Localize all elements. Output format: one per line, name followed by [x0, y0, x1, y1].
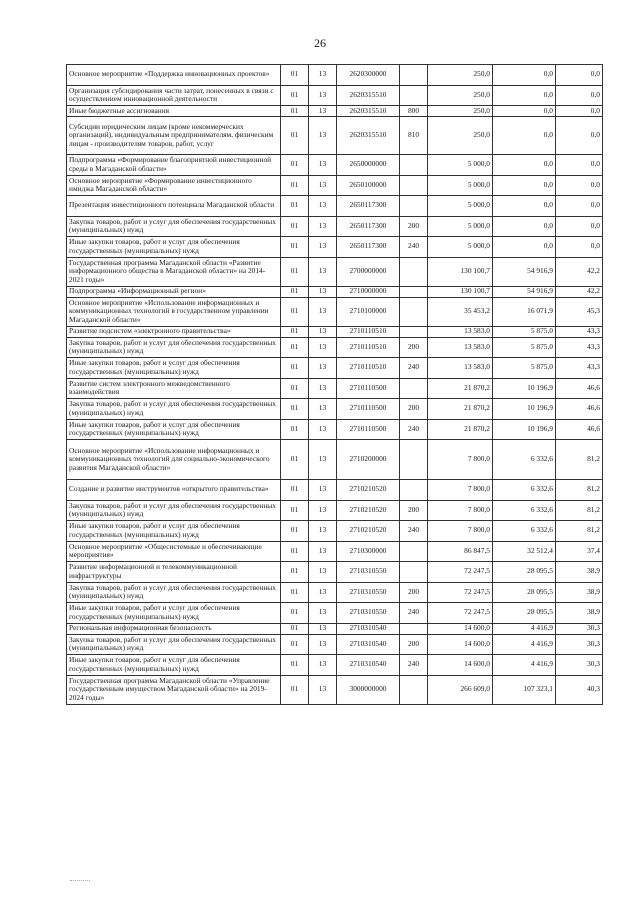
target-item-cell: 3000000000: [337, 675, 400, 704]
expense-type-cell: 240: [400, 419, 428, 440]
expense-type-cell: 240: [400, 237, 428, 258]
target-item-cell: 2650000000: [337, 155, 400, 176]
section-cell: 01: [281, 358, 309, 379]
subsection-cell: 13: [309, 603, 337, 624]
table-row: [67, 582, 603, 603]
target-item-cell: 2650100000: [337, 175, 400, 196]
section-cell: 01: [281, 500, 309, 521]
actual-amount-cell: 5 875,0: [493, 358, 556, 379]
percent-cell: 38,9: [556, 603, 603, 624]
row-name-cell: Иные бюджетные ассигнования: [67, 106, 281, 117]
plan-amount-cell: 250,0: [428, 65, 493, 86]
percent-cell: 40,3: [556, 675, 603, 704]
percent-cell: 0,0: [556, 65, 603, 86]
expense-type-cell: [400, 286, 428, 297]
subsection-cell: 13: [309, 521, 337, 542]
section-cell: 01: [281, 337, 309, 358]
row-name-cell: Развитие систем электронного межведомственного взаимодействия: [67, 378, 281, 399]
row-name-cell: Закупка товаров, работ и услуг для обеспечения государственных (муниципальных) нужд: [67, 582, 281, 603]
plan-amount-cell: 13 583,0: [428, 326, 493, 337]
table-row: [67, 337, 603, 358]
actual-amount-cell: 4 416,9: [493, 655, 556, 676]
subsection-cell: 13: [309, 378, 337, 399]
plan-amount-cell: 86 847,5: [428, 541, 493, 562]
actual-amount-cell: 5 875,0: [493, 337, 556, 358]
row-name-cell: Закупка товаров, работ и услуг для обеспечения государственных (муниципальных) нужд: [67, 337, 281, 358]
percent-cell: 42,2: [556, 286, 603, 297]
percent-cell: 30,3: [556, 634, 603, 655]
actual-amount-cell: 6 332,6: [493, 480, 556, 501]
subsection-cell: 13: [309, 155, 337, 176]
plan-amount-cell: 5 000,0: [428, 216, 493, 237]
target-item-cell: 2620300000: [337, 65, 400, 86]
plan-amount-cell: 5 000,0: [428, 237, 493, 258]
expense-type-cell: 240: [400, 358, 428, 379]
subsection-cell: 13: [309, 440, 337, 480]
percent-cell: 38,9: [556, 562, 603, 583]
plan-amount-cell: 250,0: [428, 85, 493, 106]
subsection-cell: 13: [309, 237, 337, 258]
actual-amount-cell: 54 916,9: [493, 286, 556, 297]
percent-cell: 0,0: [556, 175, 603, 196]
table-row: [67, 216, 603, 237]
plan-amount-cell: 130 100,7: [428, 257, 493, 286]
table-row: [67, 480, 603, 501]
section-cell: 01: [281, 117, 309, 155]
target-item-cell: 2710210520: [337, 500, 400, 521]
subsection-cell: 13: [309, 675, 337, 704]
table-row: [67, 237, 603, 258]
row-name-cell: Создание и развитие инструментов «открытого правительства»: [67, 480, 281, 501]
subsection-cell: 13: [309, 655, 337, 676]
plan-amount-cell: 21 870,2: [428, 378, 493, 399]
expense-type-cell: [400, 675, 428, 704]
row-name-cell: Презентация инвестиционного потенциала Магаданской области: [67, 196, 281, 217]
section-cell: 01: [281, 196, 309, 217]
target-item-cell: 2710110510: [337, 326, 400, 337]
section-cell: 01: [281, 326, 309, 337]
percent-cell: 81,2: [556, 480, 603, 501]
section-cell: 01: [281, 65, 309, 86]
actual-amount-cell: 0,0: [493, 85, 556, 106]
subsection-cell: 13: [309, 216, 337, 237]
target-item-cell: 2710310550: [337, 603, 400, 624]
target-item-cell: 2620315510: [337, 106, 400, 117]
subsection-cell: 13: [309, 117, 337, 155]
plan-amount-cell: 21 870,2: [428, 399, 493, 420]
target-item-cell: 2710310540: [337, 634, 400, 655]
percent-cell: 45,3: [556, 297, 603, 326]
plan-amount-cell: 7 800,0: [428, 521, 493, 542]
expense-type-cell: [400, 65, 428, 86]
plan-amount-cell: 130 100,7: [428, 286, 493, 297]
expense-type-cell: 810: [400, 117, 428, 155]
target-item-cell: 2710300000: [337, 541, 400, 562]
subsection-cell: 13: [309, 582, 337, 603]
table-row: [67, 326, 603, 337]
section-cell: 01: [281, 286, 309, 297]
percent-cell: 30,3: [556, 655, 603, 676]
table-row: [67, 358, 603, 379]
percent-cell: 30,3: [556, 623, 603, 634]
percent-cell: 46,6: [556, 419, 603, 440]
expense-type-cell: [400, 85, 428, 106]
row-name-cell: Закупка товаров, работ и услуг для обеспечения государственных (муниципальных) нужд: [67, 399, 281, 420]
section-cell: 01: [281, 541, 309, 562]
section-cell: 01: [281, 675, 309, 704]
target-item-cell: 2650117300: [337, 196, 400, 217]
plan-amount-cell: 7 800,0: [428, 480, 493, 501]
percent-cell: 43,3: [556, 358, 603, 379]
table-row: [67, 196, 603, 217]
section-cell: 01: [281, 378, 309, 399]
plan-amount-cell: 250,0: [428, 117, 493, 155]
expense-type-cell: 240: [400, 655, 428, 676]
subsection-cell: 13: [309, 399, 337, 420]
target-item-cell: 2650117300: [337, 216, 400, 237]
section-cell: 01: [281, 175, 309, 196]
percent-cell: 0,0: [556, 196, 603, 217]
actual-amount-cell: 10 196,9: [493, 419, 556, 440]
expense-type-cell: 200: [400, 582, 428, 603]
actual-amount-cell: 0,0: [493, 196, 556, 217]
actual-amount-cell: 4 416,9: [493, 634, 556, 655]
actual-amount-cell: 0,0: [493, 106, 556, 117]
row-name-cell: Государственная программа Магаданской области «Управление государственным имуществом Магаданской области» на 2019-2024 годы»: [67, 675, 281, 704]
section-cell: 01: [281, 216, 309, 237]
percent-cell: 43,3: [556, 337, 603, 358]
expense-type-cell: [400, 562, 428, 583]
expense-type-cell: 200: [400, 399, 428, 420]
expense-type-cell: [400, 326, 428, 337]
row-name-cell: Иные закупки товаров, работ и услуг для обеспечения государственных (муниципальных) нужд: [67, 237, 281, 258]
target-item-cell: 2710110500: [337, 399, 400, 420]
plan-amount-cell: 250,0: [428, 106, 493, 117]
expense-type-cell: 200: [400, 634, 428, 655]
actual-amount-cell: 6 332,6: [493, 521, 556, 542]
expense-type-cell: 800: [400, 106, 428, 117]
table-row: [67, 521, 603, 542]
subsection-cell: 13: [309, 541, 337, 562]
subsection-cell: 13: [309, 337, 337, 358]
subsection-cell: 13: [309, 297, 337, 326]
plan-amount-cell: 7 800,0: [428, 500, 493, 521]
table-row: [67, 541, 603, 562]
row-name-cell: Основное мероприятие «Использование информационных и коммуникационных технологий для социально-экономического развития Магаданской области»: [67, 440, 281, 480]
subsection-cell: 13: [309, 65, 337, 86]
subsection-cell: 13: [309, 85, 337, 106]
row-name-cell: Основное мероприятие «Поддержка инновационных проектов»: [67, 65, 281, 86]
target-item-cell: 2710110510: [337, 337, 400, 358]
target-item-cell: 2620315510: [337, 117, 400, 155]
plan-amount-cell: 72 247,5: [428, 562, 493, 583]
actual-amount-cell: 28 095,5: [493, 603, 556, 624]
plan-amount-cell: 72 247,5: [428, 582, 493, 603]
margin-mark: [70, 880, 90, 882]
section-cell: 01: [281, 85, 309, 106]
actual-amount-cell: 16 071,9: [493, 297, 556, 326]
percent-cell: 43,3: [556, 326, 603, 337]
page-number: 26: [314, 36, 326, 50]
actual-amount-cell: 10 196,9: [493, 399, 556, 420]
table-row: [67, 85, 603, 106]
table-row: [67, 399, 603, 420]
budget-table: [66, 64, 603, 705]
section-cell: 01: [281, 237, 309, 258]
section-cell: 01: [281, 655, 309, 676]
actual-amount-cell: 107 323,1: [493, 675, 556, 704]
actual-amount-cell: 0,0: [493, 65, 556, 86]
actual-amount-cell: 28 095,5: [493, 562, 556, 583]
actual-amount-cell: 54 916,9: [493, 257, 556, 286]
expense-type-cell: 200: [400, 216, 428, 237]
actual-amount-cell: 5 875,0: [493, 326, 556, 337]
plan-amount-cell: 14 600,0: [428, 655, 493, 676]
percent-cell: 81,2: [556, 521, 603, 542]
section-cell: 01: [281, 257, 309, 286]
plan-amount-cell: 14 600,0: [428, 634, 493, 655]
row-name-cell: Закупка товаров, работ и услуг для обеспечения государственных (муниципальных) нужд: [67, 500, 281, 521]
expense-type-cell: 240: [400, 521, 428, 542]
row-name-cell: Развитие подсистем «электронного правительства»: [67, 326, 281, 337]
expense-type-cell: 240: [400, 603, 428, 624]
row-name-cell: Основное мероприятие «Использование информационных и коммуникационных технологий в государственном управлении Магаданской области»: [67, 297, 281, 326]
expense-type-cell: [400, 440, 428, 480]
target-item-cell: 2710200000: [337, 440, 400, 480]
plan-amount-cell: 13 583,0: [428, 337, 493, 358]
plan-amount-cell: 7 800,0: [428, 440, 493, 480]
subsection-cell: 13: [309, 358, 337, 379]
section-cell: 01: [281, 603, 309, 624]
row-name-cell: Региональная информационная безопасность: [67, 623, 281, 634]
percent-cell: 46,6: [556, 399, 603, 420]
target-item-cell: 2710100000: [337, 297, 400, 326]
plan-amount-cell: 72 247,5: [428, 603, 493, 624]
target-item-cell: 2710310550: [337, 582, 400, 603]
percent-cell: 81,2: [556, 500, 603, 521]
percent-cell: 42,2: [556, 257, 603, 286]
plan-amount-cell: 5 000,0: [428, 155, 493, 176]
percent-cell: 0,0: [556, 106, 603, 117]
expense-type-cell: [400, 257, 428, 286]
actual-amount-cell: 28 095,5: [493, 582, 556, 603]
actual-amount-cell: 6 332,6: [493, 500, 556, 521]
expense-type-cell: [400, 623, 428, 634]
subsection-cell: 13: [309, 196, 337, 217]
actual-amount-cell: 4 416,9: [493, 623, 556, 634]
table-row: [67, 562, 603, 583]
row-name-cell: Иные закупки товаров, работ и услуг для обеспечения государственных (муниципальных) нужд: [67, 419, 281, 440]
subsection-cell: 13: [309, 500, 337, 521]
percent-cell: 81,2: [556, 440, 603, 480]
actual-amount-cell: 0,0: [493, 216, 556, 237]
expense-type-cell: [400, 155, 428, 176]
percent-cell: 0,0: [556, 85, 603, 106]
expense-type-cell: 200: [400, 500, 428, 521]
percent-cell: 0,0: [556, 237, 603, 258]
section-cell: 01: [281, 106, 309, 117]
section-cell: 01: [281, 480, 309, 501]
row-name-cell: Подпрограмма «Информационный регион»: [67, 286, 281, 297]
section-cell: 01: [281, 440, 309, 480]
plan-amount-cell: 5 000,0: [428, 175, 493, 196]
section-cell: 01: [281, 399, 309, 420]
subsection-cell: 13: [309, 623, 337, 634]
subsection-cell: 13: [309, 480, 337, 501]
plan-amount-cell: 5 000,0: [428, 196, 493, 217]
section-cell: 01: [281, 521, 309, 542]
row-name-cell: Государственная программа Магаданской области «Развитие информационного общества в Магаданской области» на 2014-2021 годы»: [67, 257, 281, 286]
plan-amount-cell: 21 870,2: [428, 419, 493, 440]
percent-cell: 38,9: [556, 582, 603, 603]
table-row: [67, 117, 603, 155]
row-name-cell: Иные закупки товаров, работ и услуг для обеспечения государственных (муниципальных) нужд: [67, 655, 281, 676]
table-row: [67, 378, 603, 399]
target-item-cell: 2620315510: [337, 85, 400, 106]
row-name-cell: Иные закупки товаров, работ и услуг для обеспечения государственных (муниципальных) нужд: [67, 521, 281, 542]
table-row: [67, 440, 603, 480]
actual-amount-cell: 32 512,4: [493, 541, 556, 562]
subsection-cell: 13: [309, 634, 337, 655]
actual-amount-cell: 6 332,6: [493, 440, 556, 480]
percent-cell: 0,0: [556, 117, 603, 155]
target-item-cell: 2710110500: [337, 419, 400, 440]
table-row: [67, 603, 603, 624]
target-item-cell: 2710210520: [337, 521, 400, 542]
target-item-cell: 2710310540: [337, 623, 400, 634]
row-name-cell: Субсидии юридическим лицам (кроме некоммерческих организаций), индивидуальным предпринимателям, физическим лицам - производителям товаров, работ, услуг: [67, 117, 281, 155]
table-row: [67, 65, 603, 86]
row-name-cell: Иные закупки товаров, работ и услуг для обеспечения государственных (муниципальных) нужд: [67, 358, 281, 379]
target-item-cell: 2700000000: [337, 257, 400, 286]
row-name-cell: Закупка товаров, работ и услуг для обеспечения государственных (муниципальных) нужд: [67, 216, 281, 237]
subsection-cell: 13: [309, 562, 337, 583]
section-cell: 01: [281, 634, 309, 655]
table-row: [67, 675, 603, 704]
subsection-cell: 13: [309, 106, 337, 117]
expense-type-cell: 200: [400, 337, 428, 358]
percent-cell: 0,0: [556, 155, 603, 176]
row-name-cell: Организация субсидирования части затрат, понесенных в связи с осуществлением инновационной деятельности: [67, 85, 281, 106]
plan-amount-cell: 13 583,0: [428, 358, 493, 379]
table-row: [67, 634, 603, 655]
target-item-cell: 2710210520: [337, 480, 400, 501]
subsection-cell: 13: [309, 286, 337, 297]
target-item-cell: 2650117300: [337, 237, 400, 258]
row-name-cell: Развитие информационной и телекоммуникационной инфраструктуры: [67, 562, 281, 583]
section-cell: 01: [281, 582, 309, 603]
actual-amount-cell: 0,0: [493, 175, 556, 196]
actual-amount-cell: 0,0: [493, 237, 556, 258]
actual-amount-cell: 0,0: [493, 117, 556, 155]
table-row: [67, 655, 603, 676]
percent-cell: 46,6: [556, 378, 603, 399]
target-item-cell: 2710110500: [337, 378, 400, 399]
row-name-cell: Подпрограмма «Формирование благоприятной инвестиционной среды в Магаданской области»: [67, 155, 281, 176]
expense-type-cell: [400, 378, 428, 399]
percent-cell: 37,4: [556, 541, 603, 562]
expense-type-cell: [400, 196, 428, 217]
plan-amount-cell: 14 600,0: [428, 623, 493, 634]
expense-type-cell: [400, 541, 428, 562]
row-name-cell: Основное мероприятие «Общесистемные и обеспечивающие мероприятия»: [67, 541, 281, 562]
table-row: [67, 155, 603, 176]
target-item-cell: 2710110510: [337, 358, 400, 379]
plan-amount-cell: 35 453,2: [428, 297, 493, 326]
expense-type-cell: [400, 480, 428, 501]
plan-amount-cell: 266 609,0: [428, 675, 493, 704]
section-cell: 01: [281, 419, 309, 440]
table-row: [67, 257, 603, 286]
percent-cell: 0,0: [556, 216, 603, 237]
section-cell: 01: [281, 155, 309, 176]
target-item-cell: 2710310540: [337, 655, 400, 676]
row-name-cell: Основное мероприятие «Формирование инвестиционного имиджа Магаданской области»: [67, 175, 281, 196]
subsection-cell: 13: [309, 175, 337, 196]
row-name-cell: Закупка товаров, работ и услуг для обеспечения государственных (муниципальных) нужд: [67, 634, 281, 655]
target-item-cell: 2710310550: [337, 562, 400, 583]
table-row: [67, 297, 603, 326]
row-name-cell: Иные закупки товаров, работ и услуг для обеспечения государственных (муниципальных) нужд: [67, 603, 281, 624]
table-row: [67, 286, 603, 297]
section-cell: 01: [281, 623, 309, 634]
actual-amount-cell: 0,0: [493, 155, 556, 176]
actual-amount-cell: 10 196,9: [493, 378, 556, 399]
table-row: [67, 175, 603, 196]
section-cell: 01: [281, 297, 309, 326]
table-row: [67, 500, 603, 521]
expense-type-cell: [400, 175, 428, 196]
table-row: [67, 623, 603, 634]
expense-type-cell: [400, 297, 428, 326]
table-row: [67, 106, 603, 117]
subsection-cell: 13: [309, 326, 337, 337]
target-item-cell: 2710000000: [337, 286, 400, 297]
section-cell: 01: [281, 562, 309, 583]
table-row: [67, 419, 603, 440]
subsection-cell: 13: [309, 257, 337, 286]
subsection-cell: 13: [309, 419, 337, 440]
